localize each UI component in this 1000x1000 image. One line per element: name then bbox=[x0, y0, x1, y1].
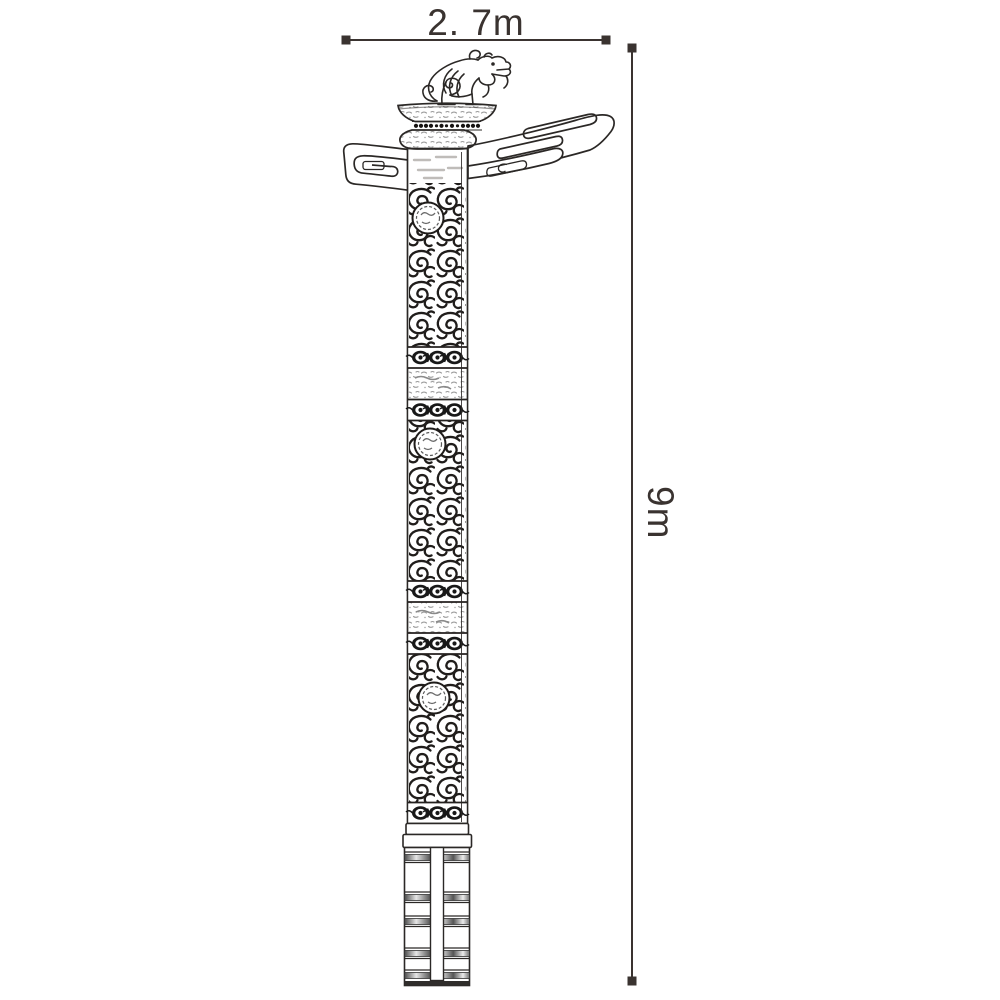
base-channel bbox=[431, 848, 444, 981]
mottled-band bbox=[409, 368, 466, 399]
medallion bbox=[415, 429, 446, 460]
taotie-band bbox=[406, 400, 469, 421]
bead-band bbox=[411, 122, 482, 131]
base-collar bbox=[403, 824, 472, 848]
capital-bowl bbox=[398, 103, 496, 121]
height-dimension-line bbox=[628, 44, 637, 986]
flared-collar bbox=[400, 130, 476, 149]
taotie-band bbox=[406, 803, 469, 824]
beast-finial bbox=[423, 50, 511, 104]
taotie-band bbox=[406, 347, 469, 368]
patterned-shaft bbox=[406, 149, 469, 824]
width-dimension-label: 2. 7m bbox=[427, 2, 525, 43]
taotie-band bbox=[406, 633, 469, 654]
scroll-pattern-section bbox=[409, 654, 466, 803]
taotie-band bbox=[406, 581, 469, 602]
cloud-wing-right bbox=[468, 114, 614, 178]
medallion bbox=[413, 203, 444, 234]
mottled-band bbox=[409, 602, 466, 633]
cloud-wing-left bbox=[344, 144, 408, 190]
medallion bbox=[419, 683, 450, 714]
height-dimension-label: 9m bbox=[640, 486, 681, 540]
ribbed-base bbox=[405, 848, 470, 986]
